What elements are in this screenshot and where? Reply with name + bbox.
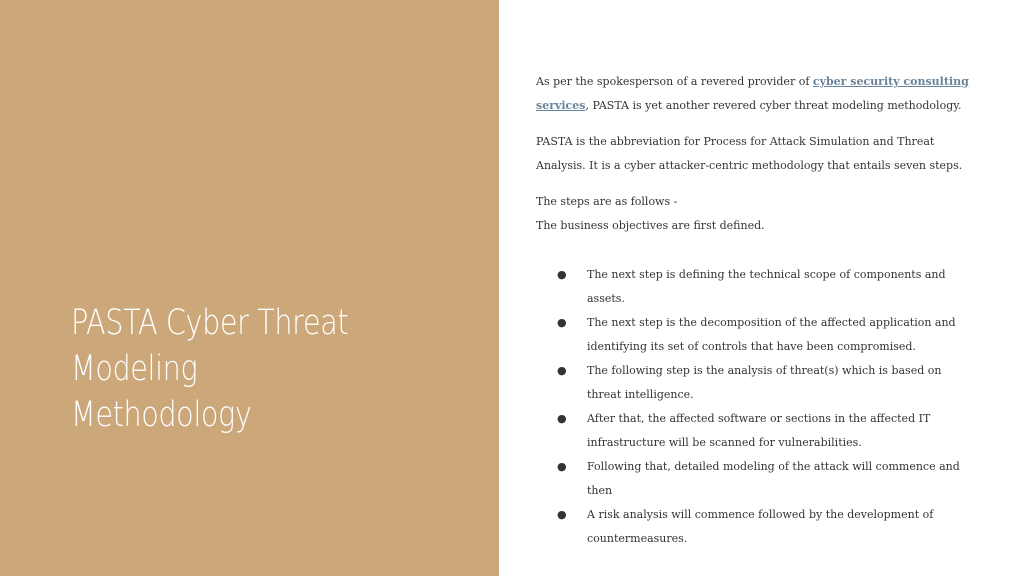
title-panel [0, 0, 499, 576]
consulting-services-link[interactable]: cyber security consulting services [536, 75, 969, 112]
list-item-text: A risk analysis will commence followed by the development of countermeasures. [587, 508, 934, 545]
title-line-3: Methodology [71, 395, 252, 435]
title-line-2: Modeling [71, 349, 198, 389]
bullet-icon: ● [557, 412, 567, 425]
list-item [536, 407, 972, 455]
list-item-text: The following step is the analysis of threat(s) which is based on threat intelligence. [587, 364, 942, 401]
bullet-icon: ● [557, 460, 567, 473]
steps-intro: The steps are as follows - [536, 195, 678, 208]
list-item-text: The next step is the decomposition of the affected application and identifying its set of controls that have been compromised. [587, 316, 956, 353]
list-item [536, 503, 972, 551]
definition-paragraph: PASTA is the abbreviation for Process for Attack Simulation and Threat Analysis. It is a cyber attacker-centric methodology that entails seven steps. [536, 135, 963, 172]
list-item [536, 311, 972, 359]
bullet-icon: ● [557, 364, 567, 377]
list-item-text: After that, the affected software or sections in the affected IT infrastructure will be scanned for vulnerabilities. [587, 412, 931, 449]
list-item [536, 263, 972, 311]
first-step: The business objectives are first defined. [536, 219, 765, 232]
intro-paragraph [536, 70, 972, 118]
title-line-1: PASTA Cyber Threat [71, 303, 349, 343]
bullet-icon: ● [557, 268, 567, 281]
bullet-icon: ● [557, 316, 567, 329]
list-item [536, 359, 972, 407]
slide-title [71, 300, 399, 438]
intro-before-link: As per the spokesperson of a revered provider of [536, 75, 813, 88]
list-item-text: Following that, detailed modeling of the attack will commence and then [587, 460, 960, 497]
list-item [536, 455, 972, 503]
steps-list [536, 263, 972, 551]
bullet-icon: ● [557, 508, 567, 521]
list-item-text: The next step is defining the technical scope of components and assets. [587, 268, 946, 305]
body-content [536, 70, 972, 551]
intro-after-link: , PASTA is yet another revered cyber threat modeling methodology. [585, 99, 962, 112]
